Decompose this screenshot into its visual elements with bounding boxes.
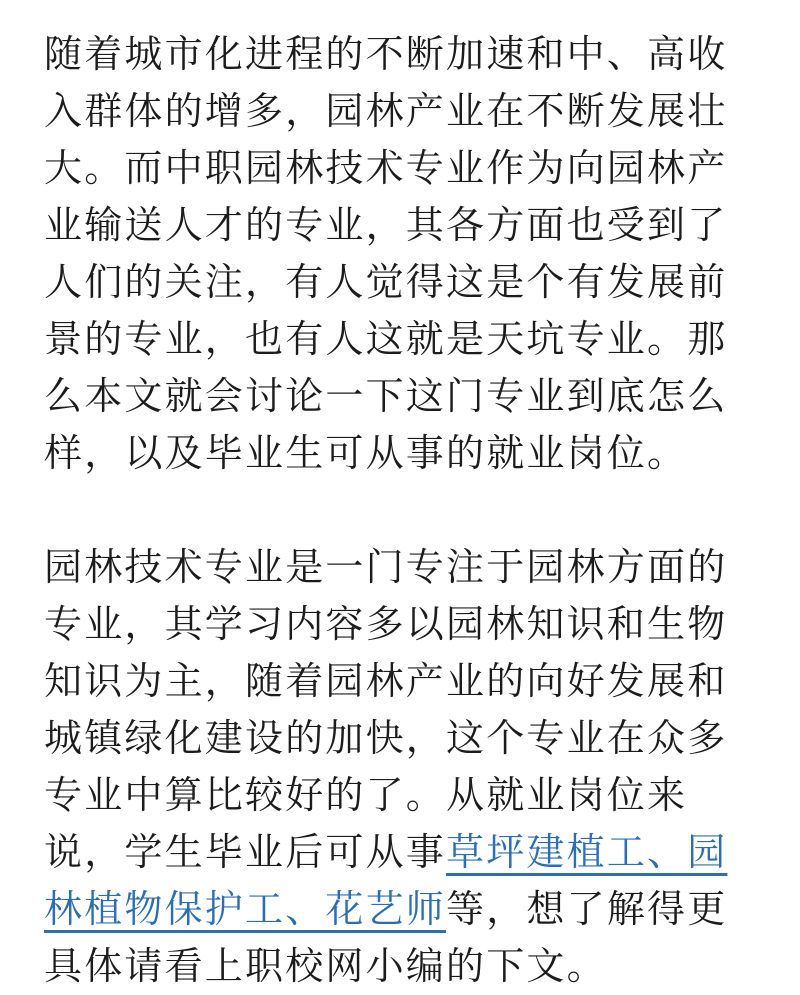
paragraph-intro: 随着城市化进程的不断加速和中、高收入群体的增多，园林产业在不断发展壮大。而中职园林技术专业作为向园林产业输送人才的专业，其各方面也受到了人们的关注，有人觉得这是个有发展前景的专业，也有人这就是天坑专业。那么本文就会讨论一下这门专业到底怎么样，以及毕业生可从事的就业岗位。 — [44, 32, 728, 475]
article-body — [44, 26, 760, 995]
paragraph-text-before-link: 园林技术专业是一门专注于园林方面的专业，其学习内容多以园林知识和生物知识为主，随着园林产业的向好发展和城镇绿化建设的加快，这个专业在众多专业中算比较好的了。从就业岗位来说，学生毕业后可从事 — [44, 545, 728, 874]
paragraph-text-after-link: 等，想了解得更具体请看上职校网小编的下文。 — [44, 887, 728, 988]
paragraph-major-overview — [44, 539, 760, 995]
job-positions-link[interactable]: 草坪建植工、园林植物保护工、花艺师 — [44, 830, 728, 931]
